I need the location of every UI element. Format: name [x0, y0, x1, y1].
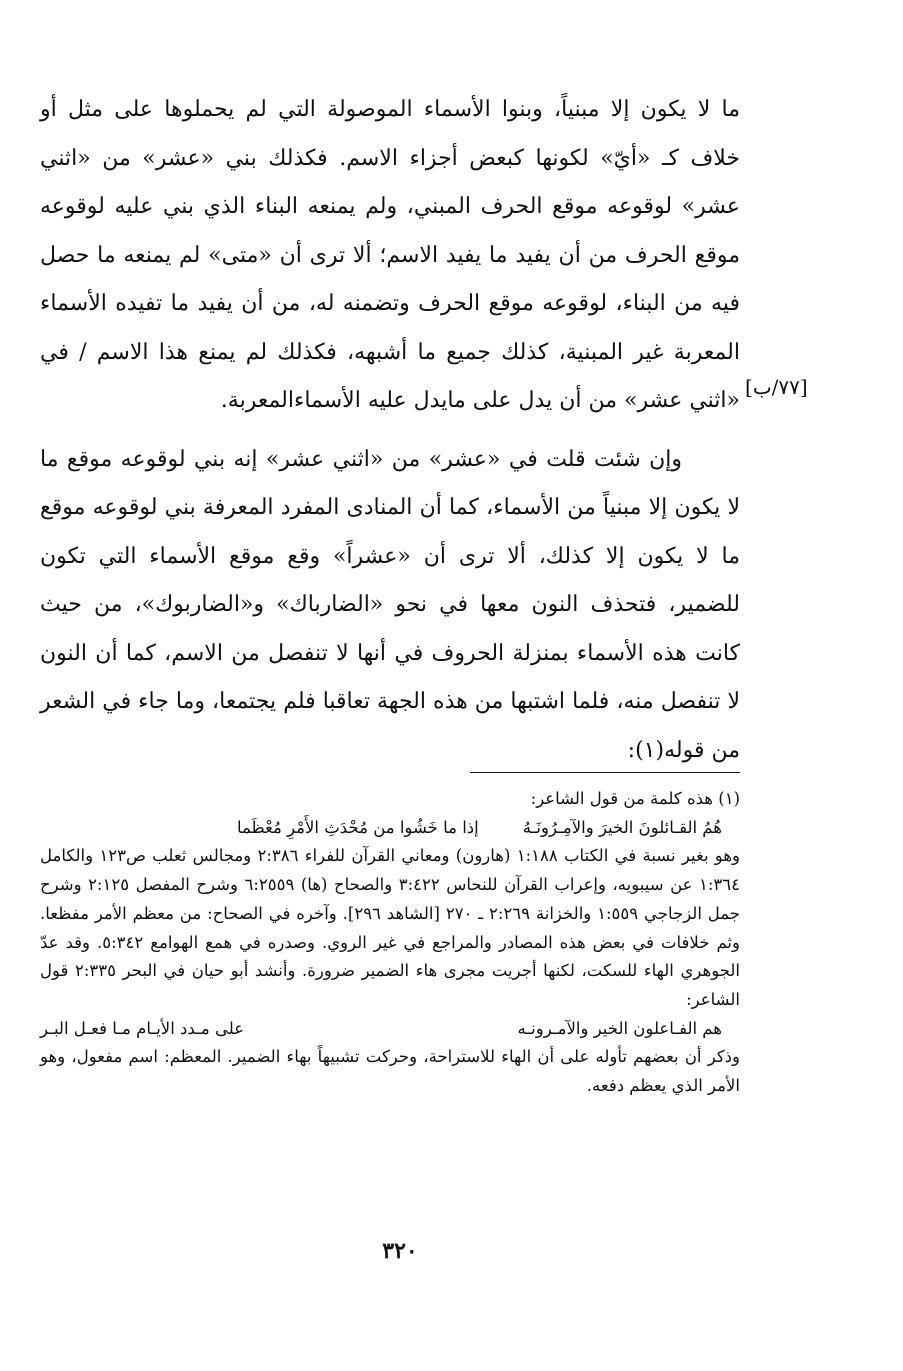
- footnote-1-intro: (١) هذه كلمة من قول الشاعر:: [530, 789, 740, 808]
- main-text: [40, 86, 740, 775]
- paragraph-1: ما لا يكون إلا مبنياً، وبنوا الأسماء الموصولة التي لم يحملوها على مثل أو خلاف كـ «أيّ» لكونها كبعض أجزاء الاسم. فكذلك بني «عشر» من «اثني عشر» لوقوعه موقع الحرف المبني، ولم يمنعه البناء الذي بني عليه لوقوعه موقع الحرف من أن يفيد ما يفيد الاسم؛ ألا ترى أن «متى» لم يمنعه ما حصل فيه من البناء، لوقوعه موقع الحرف وتضمنه له، من أن يفيد ما تفيده الأسماء المعربة غير المبنية، كذلك جميع ما أشبهه، فكذلك لم يمنع هذا الاسم / في «اثني عشر» من أن يدل على مايدل عليه الأسماءالمعربة.: [40, 97, 740, 413]
- paragraph-2: وإن شئت قلت في «عشر» من «اثني عشر» إنه بني لوقوعه موقع ما لا يكون إلا مبنياً من الأسماء، كما أن المنادى المفرد المعرفة بني لوقوعه موقع ما لا يكون إلا كذلك، ألا ترى أن «عشراً» وقع موقع الأسماء التي تكون للضمير، فتحذف النون معها في نحو «الضارباك» و«الضاربوك»، من حيث كانت هذه الأسماء بمنزلة الحروف في أنها لا تنفصل من الاسم، كما أن النون لا تنفصل منه، فلما اشتبها من هذه الجهة تعاقبا فلم يجتمعا، وما جاء في الشعر من قوله(١):: [40, 446, 740, 763]
- footnotes: [40, 785, 740, 1101]
- manuscript-folio-marker: [٧٧/ب]: [745, 375, 808, 399]
- footnote-1-body: وهو بغير نسبة في الكتاب ١:١٨٨ (هارون) ومعاني القرآن للفراء ٢:٣٨٦ ومجالس ثعلب ص١٢٣ والكامل ١:٣٦٤ عن سيبويه، وإعراب القرآن للنحاس ٣:٤٢٢ والصحاح (ها) ٦:٢٥٥٩ وشرح المفصل ٢:١٢٥ وشرح جمل الزجاجي ١:٥٥٩ والخزانة ٢:٢٦٩ ـ ٢٧٠ [الشاهد ٢٩٦]. وآخره في الصحاح: من معظم الأمر مفظعا. وثم خلافات في بعض هذه المصادر والمراجع في غير الروي. وصدره في همع الهوامع ٥:٣٤٢. وقد عدّ الجوهري الهاء للسكت، لكنها أجريت مجرى هاء الضمير ضرورة. وأنشد أبو حيان في البحر ٢:٣٣٥ قول الشاعر:: [40, 846, 741, 1009]
- verse-2-first-hemistich: هم الفـاعلون الخير والآمـرونـه: [517, 1018, 722, 1038]
- verse-1-first-hemistich: هُمُ القـائلونَ الخيرَ والآمِـرُونَـهُ: [522, 817, 722, 837]
- verse-1-second-hemistich: إذا ما خَشُوا من مُحْدَثِ الأَمْرِ مُعْظَما: [236, 817, 479, 837]
- verse-2-second-hemistich: على مـدد الأيـام مـا فعـل البـر: [40, 1018, 245, 1038]
- footnote-separator: [470, 772, 740, 773]
- verse-2: [40, 1015, 740, 1044]
- footnote-1-closing: وذكر أن بعضهم تأوله على أن الهاء للاستراحة، وحركت تشبيهاً بهاء الضمير. المعظم: اسم مفعول، وهو الأمر الذي يعظم دفعه.: [40, 1047, 740, 1096]
- page-number: ٣٢٠: [382, 1238, 418, 1264]
- verse-1: [40, 814, 740, 843]
